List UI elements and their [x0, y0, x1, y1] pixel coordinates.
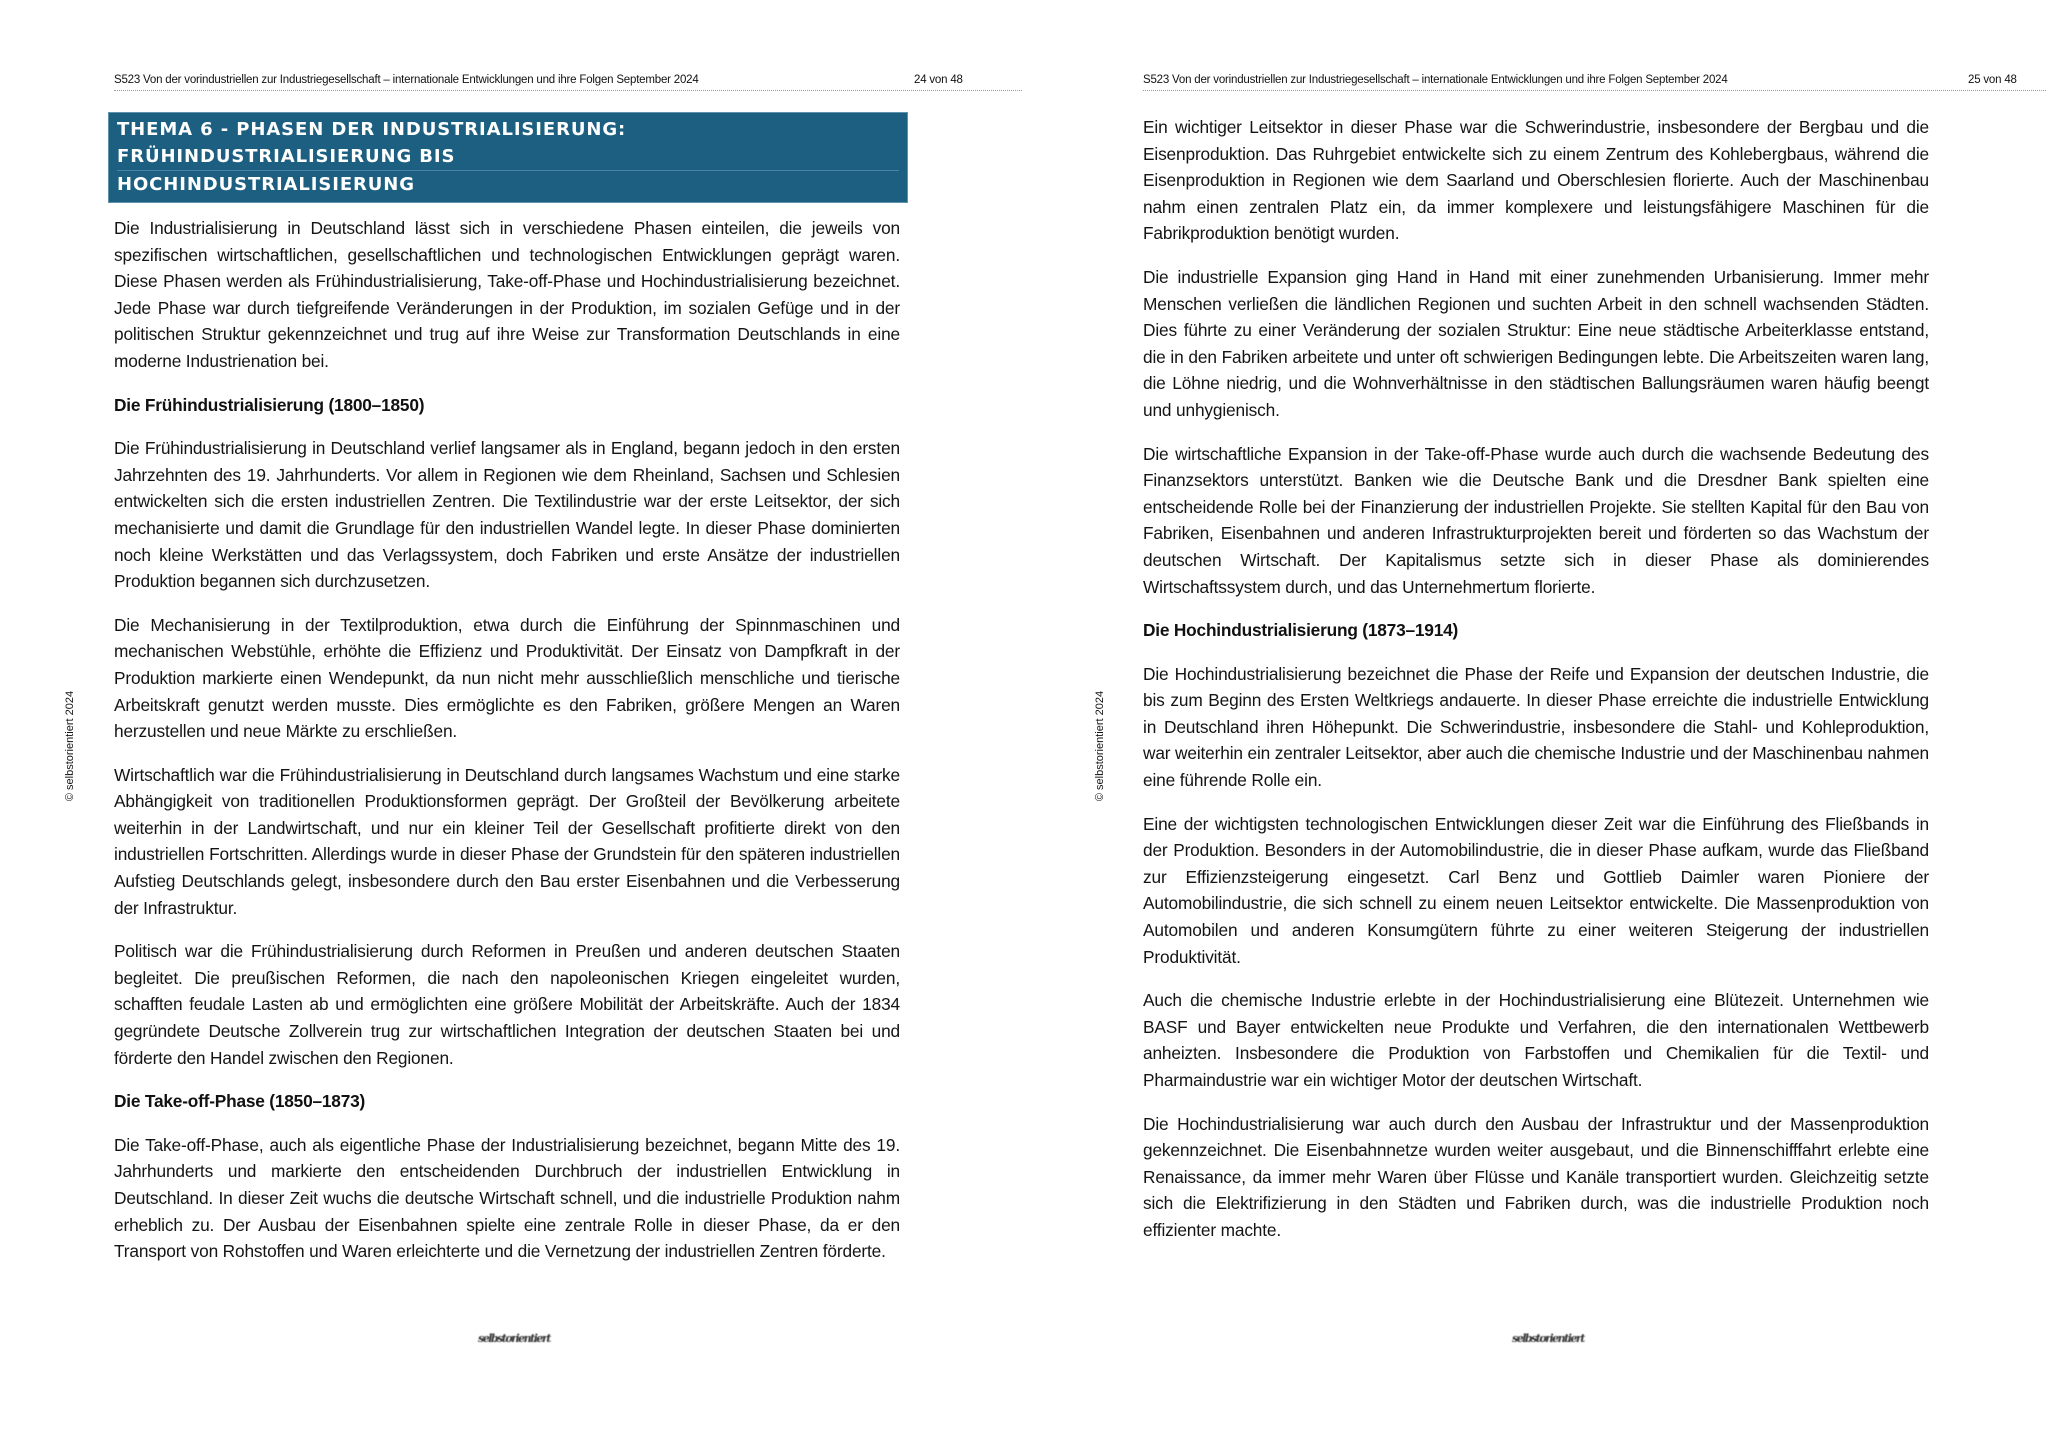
paragraph: Die Hochindustrialisierung bezeichnet die Phase der Reife und Expansion der deutschen Industrie, die bis zum Beginn des Ersten Weltkriegs andauerte. In dieser Phase erreichte die industrielle Entwicklung in Deutschland ihren Höhepunkt. Die Schwerindustrie, insbesondere die Stahl- und Kohleproduktion, war weiterhin ein zentraler Leitsektor, aber auch die chemische Industrie und der Maschinenbau nahmen eine führende Rolle ein. — [1143, 663, 1930, 791]
paragraph: Wirtschaftlich war die Frühindustrialisierung in Deutschland durch langsames Wachstum und eine starke Abhängigkeit von traditionellen Produktionsformen geprägt. Der Großteil der Bevölkerung arbeitete weiterhin in der Landwirtschaft, und nur ein kleiner Teil der Gesellschaft profitierte direkt von den industriellen Fortschritten. Allerdings wurde in dieser Phase der Grundstein für den späteren industriellen Aufstieg Deutschlands gelegt, insbesondere durch den Bau erster Eisenbahnen und die Verbesserung der Infrastruktur. — [114, 764, 900, 918]
copyright-notice: © selbstorientiert 2024 — [64, 690, 76, 802]
page-25 — [1024, 0, 2048, 1436]
header-title: S523 Von der vorindustriellen zur Industriegesellschaft – internationale Entwicklungen und ihre Folgen September 2024 — [114, 74, 699, 86]
page-content — [1143, 114, 1929, 1261]
footer-logo: selbstorientiert — [1512, 1332, 1584, 1345]
page-number: 25 von 48 — [1968, 74, 2017, 86]
paragraph: Die Hochindustrialisierung war auch durch den Ausbau der Infrastruktur und der Massenproduktion gekennzeichnet. Die Eisenbahnnetze wurden weiter ausgebaut, und die Binnenschifffahrt erlebte eine Renaissance, da immer mehr Waren über Flüsse und Kanäle transportiert wurden. Gleichzeitig setzte sich die Elektrifizierung in den Städten und Fabriken durch, was die industrielle Produktion noch effizienter machte. — [1143, 1113, 1929, 1240]
paragraph: Die Frühindustrialisierung in Deutschland verlief langsamer als in England, begann jedoch in den ersten Jahrzehnten des 19. Jahrhunderts. Vor allem in Regionen wie dem Rheinland, Sachsen und Schlesien entwickelten sich die ersten industriellen Zentren. Die Textilindustrie war der erste Leitsektor, der sich mechanisierte und damit die Grundlage für den industriellen Wandel legte. In dieser Phase dominierten noch kleine Werkstätten und das Verlagssystem, doch Fabriken und erste Ansätze der industriellen Produktion begannen sich durchzusetzen. — [114, 438, 900, 592]
theme-title-line: THEMA 6 - PHASEN DER INDUSTRIALISIERUNG: FRÜHINDUSTRIALISIERUNG BIS — [117, 116, 899, 171]
paragraph: Eine der wichtigsten technologischen Entwicklungen dieser Zeit war die Einführung des Fließbands in der Produktion. Besonders in der Automobilindustrie, die in dieser Phase aufkam, wurde das Fließband zur Effizienzsteigerung eingesetzt. Carl Benz und Gottlieb Daimler waren Pioniere der Automobilindustrie, die sich schnell zu einem neuen Leitsektor entwickelte. Die Massenproduktion von Automobilen und anderen Konsumgütern führte zu einer weiteren Steigerung der industriellen Produktivität. — [1143, 813, 1929, 967]
paragraph: Politisch war die Frühindustrialisierung durch Reformen in Preußen und anderen deutschen Staaten begleitet. Die preußischen Reformen, die nach den napoleonischen Kriegen eingeleitet wurden, schafften feudale Lasten ab und ermöglichten eine größere Mobilität der Arbeitskräfte. Auch der 1834 gegründete Deutsche Zollverein trug zur wirtschaftlichen Integration der deutschen Staaten bei und förderte den Handel zwischen den Regionen. — [114, 941, 900, 1068]
theme-title-line: HOCHINDUSTRIALISIERUNG — [117, 174, 415, 195]
theme-title-banner — [108, 112, 908, 203]
paragraph: Ein wichtiger Leitsektor in dieser Phase war die Schwerindustrie, insbesondere der Bergbau und die Eisenproduktion. Das Ruhrgebiet entwickelte sich zu einem Zentrum des Kohlebergbaus, während die Eisenproduktion in Regionen wie dem Saarland und Oberschlesien florierte. Auch der Maschinenbau nahm einen zentralen Platz ein, da immer komplexere und leistungsfähigere Maschinen für die Fabrikproduktion benötigt wurden. — [1143, 117, 1929, 244]
paragraph: Die Take-off-Phase, auch als eigentliche Phase der Industrialisierung bezeichnet, begann Mitte des 19. Jahrhunderts und markierte den entscheidenden Durchbruch der industriellen Entwicklung in Deutschland. In dieser Zeit wuchs die deutsche Wirtschaft schnell, und die industrielle Produktion nahm erheblich zu. Der Ausbau der Eisenbahnen spielte eine zentrale Rolle in dieser Phase, da er den Transport von Rohstoffen und Waren erleichterte und die Vernetzung der industriellen Zentren förderte. — [114, 1134, 900, 1262]
paragraph: Auch die chemische Industrie erlebte in der Hochindustrialisierung eine Blütezeit. Unternehmen wie BASF und Bayer entwickelten neue Produkte und Verfahren, die den internationalen Wettbewerb anheizten. Insbesondere die Produktion von Farbstoffen und Chemikalien für die Textil- und Pharmaindustrie war ein wichtiger Motor der deutschen Wirtschaft. — [1143, 990, 1929, 1090]
page-number: 24 von 48 — [914, 74, 963, 86]
paragraph: Die Mechanisierung in der Textilproduktion, etwa durch die Einführung der Spinnmaschinen und mechanischen Webstühle, erhöhte die Effizienz und Produktivität. Der Einsatz von Dampfkraft in der Produktion markierte einen Wendepunkt, da nun nicht mehr ausschließlich menschliche und tierische Arbeitskraft genutzt werden musste. Dies ermöglichte es den Fabriken, größere Mengen an Waren herzustellen und neue Märkte zu erschließen. — [114, 614, 900, 742]
paragraph: Die wirtschaftliche Expansion in der Take-off-Phase wurde auch durch die wachsende Bedeutung des Finanzsektors unterstützt. Banken wie die Deutsche Bank und die Dresdner Bank spielten eine entscheidende Rolle bei der Finanzierung der industriellen Projekte. Sie stellten Kapital für den Bau von Fabriken, Eisenbahnen und anderen Infrastrukturprojekten bereit und förderten so das Wachstum der deutschen Wirtschaft. Der Kapitalismus setzte sich in dieser Phase als dominierendes Wirtschaftssystem durch, und das Unternehmertum florierte. — [1143, 443, 1929, 597]
section-heading-fruehindustrialisierung: Die Frühindustrialisierung (1800–1850) — [114, 394, 425, 415]
intro-paragraph: Die Industrialisierung in Deutschland lässt sich in verschiedene Phasen einteilen, die jeweils von spezifischen wirtschaftlichen, gesellschaftlichen und technologischen Entwicklungen geprägt waren. Diese Phasen werden als Frühindustrialisierung, Take-off-Phase und Hochindustrialisierung bezeichnet. Jede Phase war durch tiefgreifende Veränderungen in der Produktion, im sozialen Gefüge und in der politischen Struktur gekennzeichnet und trug auf ihre Weise zur Transformation Deutschlands in eine moderne Industrienation bei. — [114, 218, 900, 371]
section-heading-hochindustrialisierung: Die Hochindustrialisierung (1873–1914) — [1143, 620, 1459, 641]
paragraph: Die industrielle Expansion ging Hand in Hand mit einer zunehmenden Urbanisierung. Immer mehr Menschen verließen die ländlichen Regionen und suchten Arbeit in den schnell wachsenden Städten. Dies führte zu einer Veränderung der sozialen Struktur: Eine neue städtische Arbeiterklasse entstand, die in den Fabriken arbeitete und unter oft schwierigen Bedingungen lebte. Die Arbeitszeiten waren lang, die Löhne niedrig, und die Wohnverhältnisse in den städtischen Ballungsräumen waren häufig beengt und unhygienisch. — [1143, 266, 1929, 420]
footer-logo: selbstorientiert — [478, 1332, 550, 1345]
running-header — [114, 72, 1022, 91]
copyright-notice: © selbstorientiert 2024 — [1094, 690, 1106, 802]
page-content — [114, 112, 900, 1282]
running-header — [1143, 72, 2046, 91]
section-heading-take-off-phase: Die Take-off-Phase (1850–1873) — [114, 1091, 366, 1112]
header-title: S523 Von der vorindustriellen zur Industriegesellschaft – internationale Entwicklungen und ihre Folgen September 2024 — [1143, 74, 1728, 86]
